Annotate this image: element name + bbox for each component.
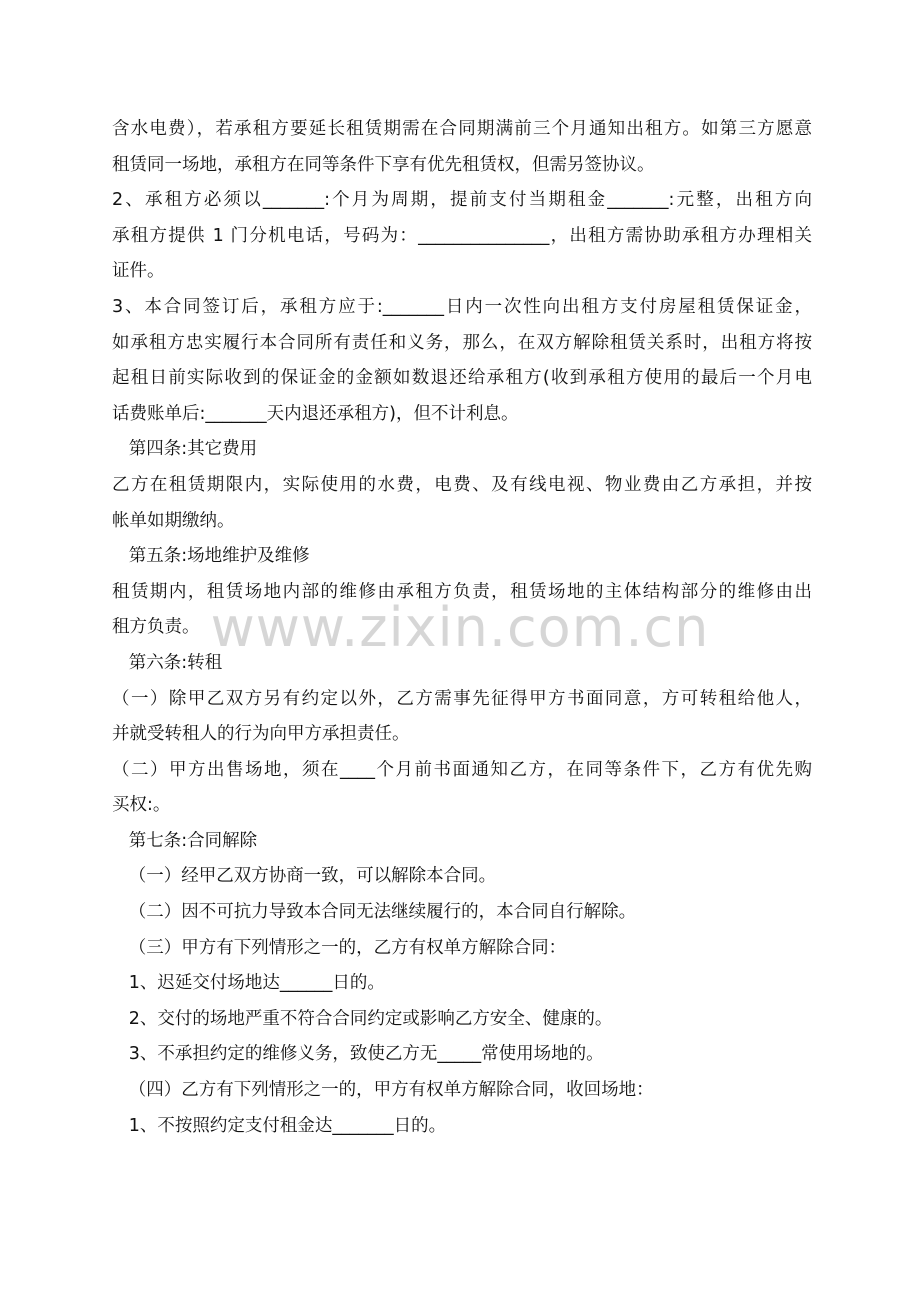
text-line: 起租日前实际收到的保证金的金额如数退还给承租方(收到承租方使用的最后一个月电 — [112, 368, 812, 389]
text-line: 如承租方忠实履行本合同所有责任和义务，那么，在双方解除租赁关系时，出租方将按 — [112, 332, 812, 353]
text-line: 并就受转租人的行为向甲方承担责任。 — [112, 724, 410, 745]
text-line: 帐单如期缴纳。 — [112, 510, 235, 531]
text-line: 话费账单后:_______天内退还承租方)，但不计利息。 — [112, 403, 519, 424]
text-line: 1、不按照约定支付租金达_______日的。 — [112, 1115, 447, 1136]
text-line: 乙方在租赁期限内，实际使用的水费，电费、及有线电视、物业费由乙方承担，并按 — [112, 474, 812, 495]
text-line: 1、迟延交付场地达______日的。 — [112, 973, 385, 994]
text-line: 租赁同一场地，承租方在同等条件下享有优先租赁权，但需另签协议。 — [112, 154, 655, 175]
document-body — [112, 112, 812, 1144]
text-line: （一）除甲乙双方另有约定以外，乙方需事先征得甲方书面同意，方可转租给他人， — [112, 688, 812, 709]
text-line: 承租方提供 1 门分机电话，号码为：_______________，出租方需协助承租方办理相关 — [112, 225, 812, 246]
text-line: 证件。 — [112, 261, 165, 282]
text-line: 3、本合同签订后，承租方应于:_______日内一次性向出租方支付房屋租赁保证金， — [112, 296, 812, 317]
text-line: （二）因不可抗力导致本合同无法继续履行的，本合同自行解除。 — [112, 902, 637, 923]
text-line: （三）甲方有下列情形之一的，乙方有权单方解除合同： — [112, 937, 567, 958]
text-line: 3、不承担约定的维修义务，致使乙方无_____常使用场地的。 — [112, 1044, 604, 1065]
text-line: 2、承租方必须以_______:个月为周期，提前支付当期租金_______:元整，出租方向 — [112, 190, 812, 211]
section-heading: 第四条:其它费用 — [112, 439, 258, 460]
text-line: 2、交付的场地严重不符合合同约定或影响乙方安全、健康的。 — [112, 1008, 613, 1029]
watermark: www.zixin.com.cn — [210, 596, 710, 659]
text-line: 含水电费），若承租方要延长租赁期需在合同期满前三个月通知出租方。如第三方愿意 — [112, 119, 812, 139]
text-line: （二）甲方出售场地，须在____个月前书面通知乙方，在同等条件下，乙方有优先购 — [112, 759, 812, 780]
text-line: （一）经甲乙双方协商一致，可以解除本合同。 — [112, 866, 497, 887]
text-line: 买权:。 — [112, 795, 171, 816]
section-heading: 第七条:合同解除 — [112, 830, 258, 851]
text-line: 租赁期内，租赁场地内部的维修由承租方负责，租赁场地的主体结构部分的维修由出 — [112, 581, 812, 602]
text-line: 租方负责。 — [112, 617, 200, 638]
section-heading: 第六条:转租 — [112, 652, 223, 673]
section-heading: 第五条:场地维护及维修 — [112, 546, 310, 567]
text-line: （四）乙方有下列情形之一的，甲方有权单方解除合同，收回场地： — [112, 1080, 654, 1101]
